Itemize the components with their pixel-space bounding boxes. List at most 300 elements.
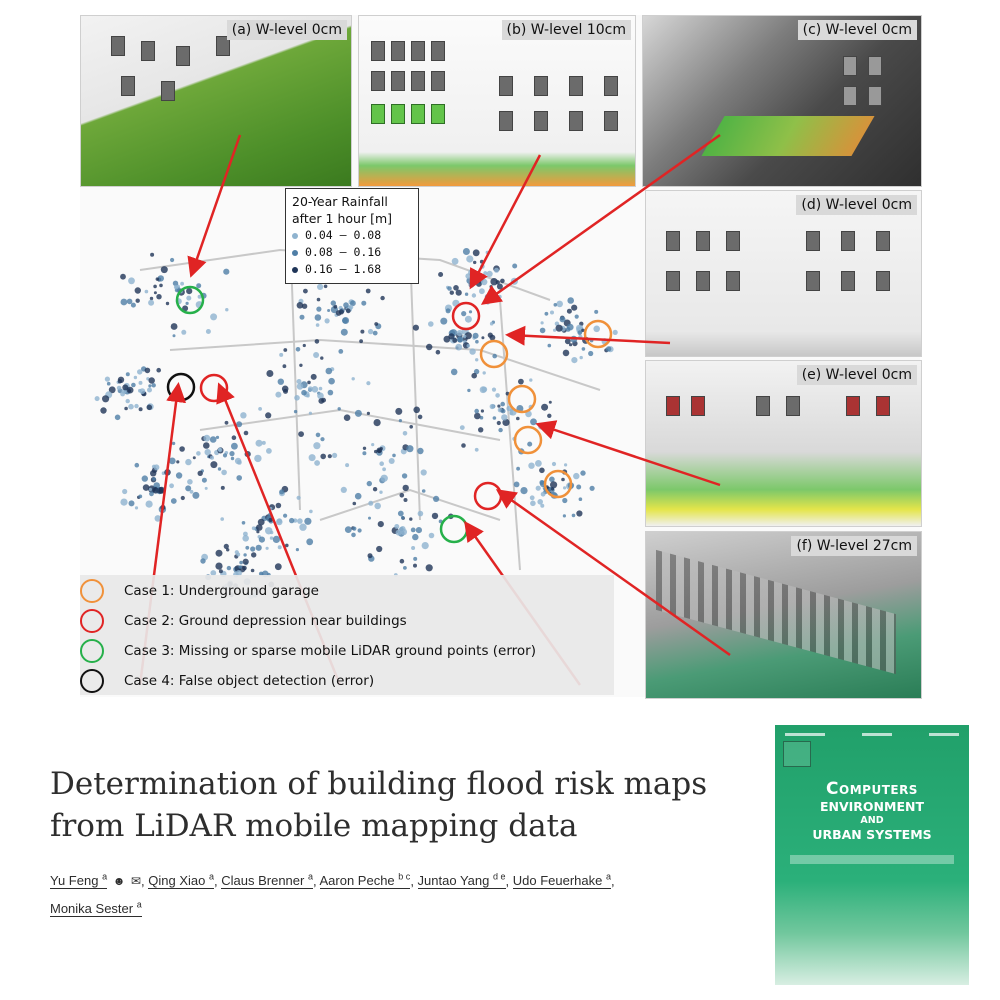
map-point	[135, 463, 140, 468]
legend-entry	[292, 244, 412, 261]
map-point	[382, 467, 386, 471]
map-point	[535, 460, 542, 467]
map-point	[490, 322, 494, 326]
map-point	[460, 425, 465, 430]
map-point	[475, 272, 479, 276]
map-point	[327, 309, 330, 312]
map-point	[606, 346, 611, 351]
map-point	[485, 294, 492, 301]
map-point	[471, 373, 477, 379]
case-legend	[80, 575, 614, 695]
map-point	[307, 381, 311, 385]
map-point	[570, 336, 577, 343]
map-point	[303, 289, 308, 294]
map-point	[556, 325, 563, 332]
map-point	[561, 478, 565, 482]
map-point	[155, 515, 162, 522]
map-point	[225, 308, 228, 311]
map-point	[580, 356, 583, 359]
legend-dot-icon	[292, 233, 298, 239]
map-point	[413, 325, 419, 331]
map-point	[341, 487, 347, 493]
map-point	[486, 251, 489, 254]
map-point	[345, 526, 352, 533]
map-point	[481, 387, 487, 393]
map-point	[465, 316, 472, 323]
map-point	[275, 563, 282, 570]
map-point	[541, 404, 548, 411]
map-point	[421, 469, 427, 475]
map-point	[572, 514, 576, 518]
map-point	[311, 374, 317, 380]
map-point	[450, 291, 454, 295]
map-point	[171, 498, 177, 504]
map-point	[549, 401, 552, 404]
case-marker-circle	[453, 303, 479, 329]
map-point	[422, 542, 429, 549]
map-point	[345, 463, 349, 467]
map-point	[160, 505, 165, 510]
cover-title-line1: Computers	[826, 779, 918, 799]
map-point	[516, 417, 520, 421]
map-point	[148, 300, 154, 306]
map-point	[216, 436, 219, 439]
map-point	[174, 285, 179, 290]
map-point	[262, 441, 266, 445]
map-point	[134, 376, 137, 379]
map-point	[541, 321, 544, 324]
map-point	[362, 451, 366, 455]
map-point	[283, 364, 287, 368]
map-point	[219, 569, 223, 573]
map-point	[613, 330, 618, 335]
map-point	[239, 565, 243, 569]
map-point	[153, 487, 159, 493]
map-point	[203, 442, 210, 449]
map-point	[218, 448, 222, 452]
map-point	[455, 344, 462, 351]
map-point	[571, 357, 577, 363]
map-point	[102, 395, 109, 402]
map-point	[179, 446, 185, 452]
map-point	[317, 284, 323, 290]
map-point	[473, 249, 480, 256]
map-point	[169, 458, 176, 465]
map-point	[223, 269, 229, 275]
map-point	[576, 485, 581, 490]
map-point	[256, 440, 263, 447]
map-point	[154, 291, 157, 294]
map-point	[352, 377, 355, 380]
map-point	[145, 290, 149, 294]
map-point	[392, 454, 396, 458]
map-point	[456, 290, 462, 296]
map-point	[216, 550, 223, 557]
map-point	[394, 524, 399, 529]
map-point	[142, 475, 148, 481]
map-point	[494, 268, 499, 273]
map-point	[145, 368, 151, 374]
map-point	[159, 284, 163, 288]
legend-entry	[292, 227, 412, 244]
map-point	[265, 412, 271, 418]
map-point	[192, 492, 199, 499]
map-point	[164, 469, 171, 476]
cover-title-line3: AND	[860, 815, 884, 826]
map-point	[328, 390, 334, 396]
map-point	[100, 407, 106, 413]
map-point	[550, 311, 554, 315]
map-point	[297, 383, 304, 390]
map-point	[251, 569, 255, 573]
map-point	[268, 518, 272, 522]
thumbnail-c	[642, 15, 922, 187]
author-link[interactable]: Claus Brenner $^a$	[221, 872, 313, 889]
map-point	[413, 557, 417, 561]
journal-cover[interactable]	[775, 725, 969, 985]
map-point	[469, 348, 475, 354]
map-point	[403, 485, 409, 491]
map-point	[296, 548, 299, 551]
map-point	[283, 389, 288, 394]
map-point	[563, 486, 566, 489]
map-point	[231, 443, 238, 450]
legend-label: 0.16 – 1.68	[305, 262, 382, 276]
map-point	[490, 335, 496, 341]
map-point	[446, 308, 451, 313]
author-link[interactable]: Juntao Yang $^{d e}$	[417, 872, 506, 889]
map-point	[332, 453, 337, 458]
map-point	[552, 462, 556, 466]
cover-title	[775, 779, 969, 843]
map-point	[518, 379, 524, 385]
case-marker-circle	[168, 374, 194, 400]
legend-entry	[292, 261, 412, 278]
map-point	[593, 326, 600, 333]
map-point	[244, 431, 249, 436]
map-point	[473, 333, 479, 339]
map-point	[314, 460, 320, 466]
map-point	[590, 339, 594, 343]
map-point	[243, 553, 246, 556]
map-point	[153, 285, 157, 289]
map-point	[258, 519, 265, 526]
map-point	[316, 323, 320, 327]
map-point	[475, 358, 478, 361]
map-point	[258, 407, 262, 411]
map-point	[428, 321, 434, 327]
map-point	[226, 548, 229, 551]
thumbnail-caption: (e) W-level 0cm	[797, 365, 917, 385]
map-point	[118, 379, 122, 383]
map-point	[309, 454, 316, 461]
map-point	[538, 424, 544, 430]
map-point	[276, 503, 282, 509]
map-point	[210, 313, 217, 320]
map-point	[196, 451, 201, 456]
map-point	[353, 502, 357, 506]
map-point	[129, 500, 135, 506]
map-point	[156, 277, 159, 280]
map-point	[250, 546, 255, 551]
legend-dot-icon	[292, 250, 298, 256]
map-point	[135, 506, 138, 509]
map-point	[278, 379, 284, 385]
map-point	[210, 436, 217, 443]
map-point	[463, 248, 470, 255]
map-point	[466, 255, 473, 262]
map-point	[537, 499, 543, 505]
map-point	[301, 390, 307, 396]
map-point	[355, 493, 362, 500]
map-point	[363, 447, 366, 450]
map-point	[426, 564, 433, 571]
map-point	[368, 553, 373, 558]
map-point	[479, 288, 485, 294]
map-point	[221, 470, 227, 476]
map-point	[115, 415, 121, 421]
map-point	[339, 309, 344, 314]
map-point	[400, 526, 406, 532]
map-point	[492, 354, 497, 359]
map-point	[374, 322, 378, 326]
map-point	[355, 410, 362, 417]
case-label: Case 4: False object detection (error)	[124, 673, 375, 689]
map-point	[373, 487, 377, 491]
map-point	[480, 264, 485, 269]
map-point	[495, 393, 500, 398]
map-point	[539, 468, 545, 474]
thumbnail-a	[80, 15, 352, 187]
map-point	[368, 501, 373, 506]
map-point	[389, 458, 395, 464]
map-point	[297, 379, 302, 384]
map-point	[474, 409, 479, 414]
map-point	[451, 369, 458, 376]
map-point	[242, 535, 249, 542]
map-point	[277, 518, 282, 523]
map-point	[135, 287, 141, 293]
map-point	[547, 414, 551, 418]
map-point	[138, 495, 142, 499]
case-legend-row	[80, 577, 319, 605]
map-point	[567, 324, 574, 331]
map-point	[205, 487, 208, 490]
map-point	[186, 302, 189, 305]
author-list: Yu Feng $^a$ ☻ ✉, Qing Xiao $^a$, Claus Brenner $^a$, Aaron Peche $^{b c}$, Juntao Yang $^{d e}$, Udo Feuerhake $^a$, Monika Sester $^a$	[50, 872, 615, 916]
map-point	[306, 538, 313, 545]
map-point	[492, 388, 496, 392]
map-point	[429, 533, 435, 539]
case-legend-row	[80, 637, 536, 665]
map-point	[206, 329, 211, 334]
map-point	[501, 409, 506, 414]
author-link[interactable]: Udo Feuerhake $^a$	[512, 872, 611, 889]
map-point	[315, 339, 320, 344]
map-point	[478, 279, 482, 283]
map-point	[200, 558, 205, 563]
map-point	[150, 253, 154, 257]
map-point	[173, 334, 176, 337]
map-point	[318, 398, 324, 404]
map-point	[196, 283, 201, 288]
map-point	[198, 471, 203, 476]
map-point	[120, 499, 127, 506]
map-point	[297, 302, 304, 309]
map-point	[567, 309, 572, 314]
case-label: Case 3: Missing or sparse mobile LiDAR ground points (error)	[124, 643, 536, 659]
thumbnail-caption: (c) W-level 0cm	[798, 20, 917, 40]
case-marker-circle	[475, 483, 501, 509]
author-link[interactable]: Monika Sester $^a$	[50, 899, 142, 916]
map-point	[270, 536, 273, 539]
map-point	[243, 559, 249, 565]
map-point	[358, 528, 362, 532]
map-point	[588, 351, 593, 356]
legend-label: 0.04 – 0.08	[305, 228, 382, 242]
map-point	[306, 394, 310, 398]
map-point	[122, 384, 128, 390]
map-point	[520, 487, 527, 494]
map-point	[181, 496, 185, 500]
map-point	[567, 297, 574, 304]
map-point	[171, 323, 178, 330]
thumbnail-caption: (f) W-level 27cm	[791, 536, 917, 556]
map-point	[418, 415, 423, 420]
map-point	[150, 297, 153, 300]
map-point	[374, 503, 381, 510]
map-point	[554, 303, 558, 307]
map-point	[341, 329, 348, 336]
case-marker-circle	[441, 516, 467, 542]
map-point	[545, 312, 549, 316]
author-link[interactable]: Qing Xiao $^a$	[148, 872, 214, 889]
map-point	[186, 296, 191, 301]
map-point	[411, 546, 415, 550]
map-point	[413, 564, 417, 568]
map-point	[404, 498, 408, 502]
thumbnail-b	[358, 15, 636, 187]
map-point	[245, 546, 249, 550]
map-point	[107, 382, 111, 386]
map-point	[461, 443, 466, 448]
map-point	[176, 472, 182, 478]
map-point	[402, 473, 407, 478]
map-point	[187, 479, 193, 485]
map-point	[548, 344, 552, 348]
map-point	[473, 261, 476, 264]
map-point	[328, 378, 335, 385]
map-point	[457, 336, 463, 342]
map-point	[172, 442, 175, 445]
map-point	[269, 507, 272, 510]
map-point	[326, 368, 333, 375]
map-point	[511, 278, 518, 285]
map-point	[500, 402, 505, 407]
map-point	[487, 271, 493, 277]
map-point	[530, 418, 537, 425]
map-point	[185, 459, 191, 465]
cover-title-line2: ENVIRONMENT	[819, 799, 924, 814]
map-point	[156, 368, 161, 373]
map-point	[465, 293, 468, 296]
map-point	[313, 442, 320, 449]
map-point	[236, 475, 242, 481]
mail-icon[interactable]: ✉	[130, 874, 142, 889]
map-point	[309, 510, 313, 514]
map-point	[481, 279, 487, 285]
map-point	[486, 300, 490, 304]
thumbnail-caption: (d) W-level 0cm	[796, 195, 917, 215]
person-icon[interactable]: ☻	[112, 874, 126, 889]
case-label: Case 1: Underground garage	[124, 583, 319, 599]
map-point	[231, 457, 234, 460]
map-point	[361, 301, 366, 306]
map-point	[105, 377, 110, 382]
thumbnail-e	[645, 360, 922, 527]
cover-header-lines	[785, 733, 959, 739]
map-point	[240, 412, 246, 418]
map-point	[374, 419, 381, 426]
map-point	[366, 289, 371, 294]
author-link[interactable]: Aaron Peche $^{b c}$	[319, 872, 411, 889]
map-point	[582, 347, 586, 351]
map-point	[225, 421, 229, 425]
map-point	[461, 311, 466, 316]
map-point	[154, 464, 160, 470]
map-point	[297, 518, 303, 524]
case-marker-circle	[201, 375, 227, 401]
map-point	[467, 344, 471, 348]
author-link[interactable]: Yu Feng $^a$	[50, 872, 108, 889]
map-point	[139, 381, 143, 385]
map-point	[478, 427, 483, 432]
map-point	[352, 527, 356, 531]
map-point	[324, 285, 328, 289]
map-point	[166, 302, 169, 305]
map-point	[472, 293, 476, 297]
case-legend-row	[80, 667, 374, 695]
map-point	[571, 305, 577, 311]
map-point	[117, 386, 122, 391]
map-point	[483, 371, 486, 374]
map-point	[299, 364, 302, 367]
map-point	[498, 428, 502, 432]
map-point	[203, 435, 210, 442]
map-point	[403, 431, 408, 436]
map-point	[580, 470, 585, 475]
publisher-logo-icon	[783, 741, 811, 767]
map-point	[283, 348, 287, 352]
map-point	[573, 473, 579, 479]
map-point	[299, 524, 306, 531]
map-point	[401, 516, 404, 519]
map-point	[236, 553, 240, 557]
map-point	[501, 414, 507, 420]
map-point	[400, 493, 405, 498]
map-point	[469, 282, 475, 288]
map-point	[190, 490, 194, 494]
map-point	[251, 552, 256, 557]
map-point	[351, 533, 356, 538]
map-point	[320, 437, 324, 441]
map-point	[131, 383, 136, 388]
map-point	[411, 528, 416, 533]
cover-band	[790, 855, 954, 864]
map-point	[186, 288, 192, 294]
map-point	[242, 521, 246, 525]
map-point	[562, 498, 567, 503]
